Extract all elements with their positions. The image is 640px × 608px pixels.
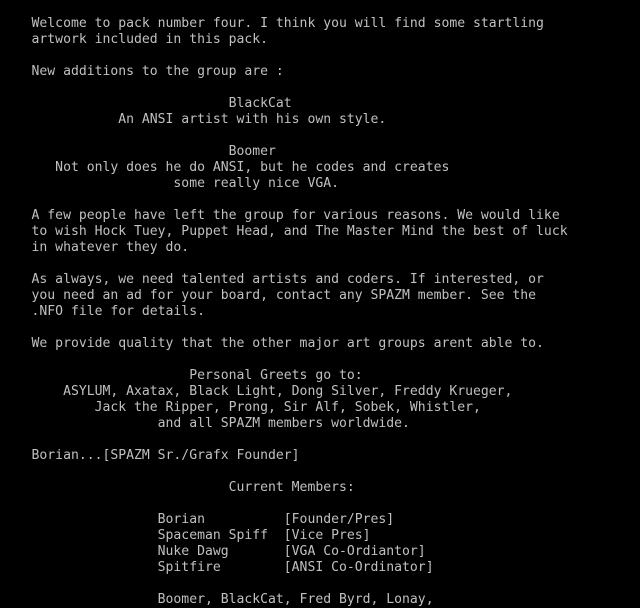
text-line: to wish Hock Tuey, Puppet Head, and The Master Mind the best of luck: [0, 224, 568, 239]
text-line: BlackCat: [0, 96, 292, 111]
text-line: Borian...[SPAZM Sr./Grafx Founder]: [0, 448, 300, 463]
text-line: Spitfire [ANSI Co-Ordinator]: [0, 560, 434, 575]
text-line: ASYLUM, Axatax, Black Light, Dong Silver, Freddy Krueger,: [0, 384, 513, 399]
text-line: [0, 128, 568, 144]
text-line: Jack the Ripper, Prong, Sir Alf, Sobek, Whistler,: [0, 400, 481, 415]
text-line: Borian [Founder/Pres]: [0, 512, 395, 527]
text-line: and all SPAZM members worldwide.: [0, 416, 410, 431]
text-line: [0, 352, 568, 368]
text-line: in whatever they do.: [0, 240, 190, 255]
text-line: An ANSI artist with his own style.: [0, 112, 387, 127]
text-line: We provide quality that the other major art groups arent able to.: [0, 336, 544, 351]
text-line: [0, 48, 568, 64]
text-line: [0, 320, 568, 336]
text-line: Personal Greets go to:: [0, 368, 363, 383]
text-line: [0, 192, 568, 208]
text-line: [0, 432, 568, 448]
text-line: As always, we need talented artists and coders. If interested, or: [0, 272, 544, 287]
text-line: Not only does he do ANSI, but he codes and creates: [0, 160, 450, 175]
text-line: [0, 496, 568, 512]
text-line: Boomer: [0, 144, 276, 159]
text-line: [0, 80, 568, 96]
text-line: Spaceman Spiff [Vice Pres]: [0, 528, 371, 543]
text-line: .NFO file for details.: [0, 304, 205, 319]
text-line: Welcome to pack number four. I think you will find some startling: [0, 16, 544, 31]
text-line: artwork included in this pack.: [0, 32, 269, 47]
text-line: New additions to the group are :: [0, 64, 284, 79]
text-content: [0, 16, 568, 608]
text-line: Current Members:: [0, 480, 355, 495]
text-line: Boomer, BlackCat, Fred Byrd, Lonay,: [0, 592, 434, 607]
text-line: A few people have left the group for various reasons. We would like: [0, 208, 560, 223]
text-line: [0, 576, 568, 592]
text-line: [0, 256, 568, 272]
text-line: some really nice VGA.: [0, 176, 339, 191]
text-line: Nuke Dawg [VGA Co-Ordiantor]: [0, 544, 426, 559]
text-line: you need an ad for your board, contact any SPAZM member. See the: [0, 288, 537, 303]
text-line: [0, 464, 568, 480]
